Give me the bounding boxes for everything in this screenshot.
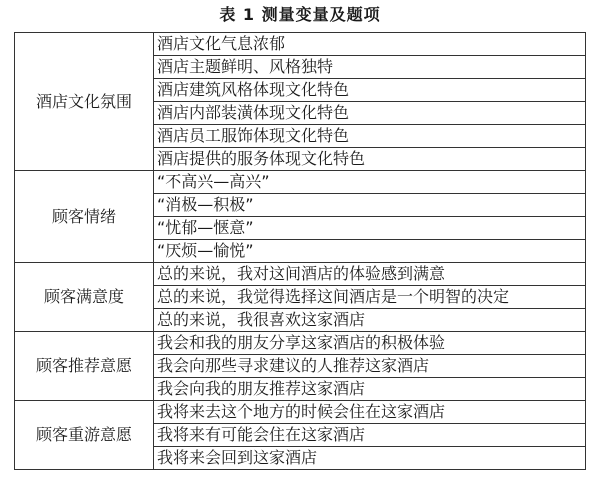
table-row (15, 401, 586, 424)
variable-name: 酒店文化氛围 (15, 33, 154, 171)
item-text: 我会和我的朋友分享这家酒店的积极体验 (154, 332, 586, 355)
item-text: “消极—积极” (154, 194, 586, 217)
item-text: 酒店提供的服务体现文化特色 (154, 148, 586, 171)
item-text: “厌烦—愉悦” (154, 240, 586, 263)
table-row (15, 263, 586, 286)
item-text: 我会向我的朋友推荐这家酒店 (154, 378, 586, 401)
item-text: 酒店主题鲜明、风格独特 (154, 56, 586, 79)
item-text: 酒店内部装潢体现文化特色 (154, 102, 586, 125)
item-text: 酒店建筑风格体现文化特色 (154, 79, 586, 102)
item-text: 酒店文化气息浓郁 (154, 33, 586, 56)
measurement-table (14, 32, 586, 470)
variable-name: 顾客推荐意愿 (15, 332, 154, 401)
table-row (15, 33, 586, 56)
table-caption: 表 1 测量变量及题项 (219, 5, 381, 24)
item-text: 总的来说，我对这间酒店的体验感到满意 (154, 263, 586, 286)
table-row (15, 332, 586, 355)
item-text: 我会向那些寻求建议的人推荐这家酒店 (154, 355, 586, 378)
item-text: 总的来说，我觉得选择这间酒店是一个明智的决定 (154, 286, 586, 309)
item-text: “忧郁—惬意” (154, 217, 586, 240)
variable-name: 顾客重游意愿 (15, 401, 154, 470)
item-text: 酒店员工服饰体现文化特色 (154, 125, 586, 148)
item-text: 我将来会回到这家酒店 (154, 447, 586, 470)
variable-name: 顾客情绪 (15, 171, 154, 263)
item-text: 总的来说，我很喜欢这家酒店 (154, 309, 586, 332)
table-row (15, 171, 586, 194)
item-text: “不高兴—高兴” (154, 171, 586, 194)
variable-name: 顾客满意度 (15, 263, 154, 332)
item-text: 我将来有可能会住在这家酒店 (154, 424, 586, 447)
item-text: 我将来去这个地方的时候会住在这家酒店 (154, 401, 586, 424)
